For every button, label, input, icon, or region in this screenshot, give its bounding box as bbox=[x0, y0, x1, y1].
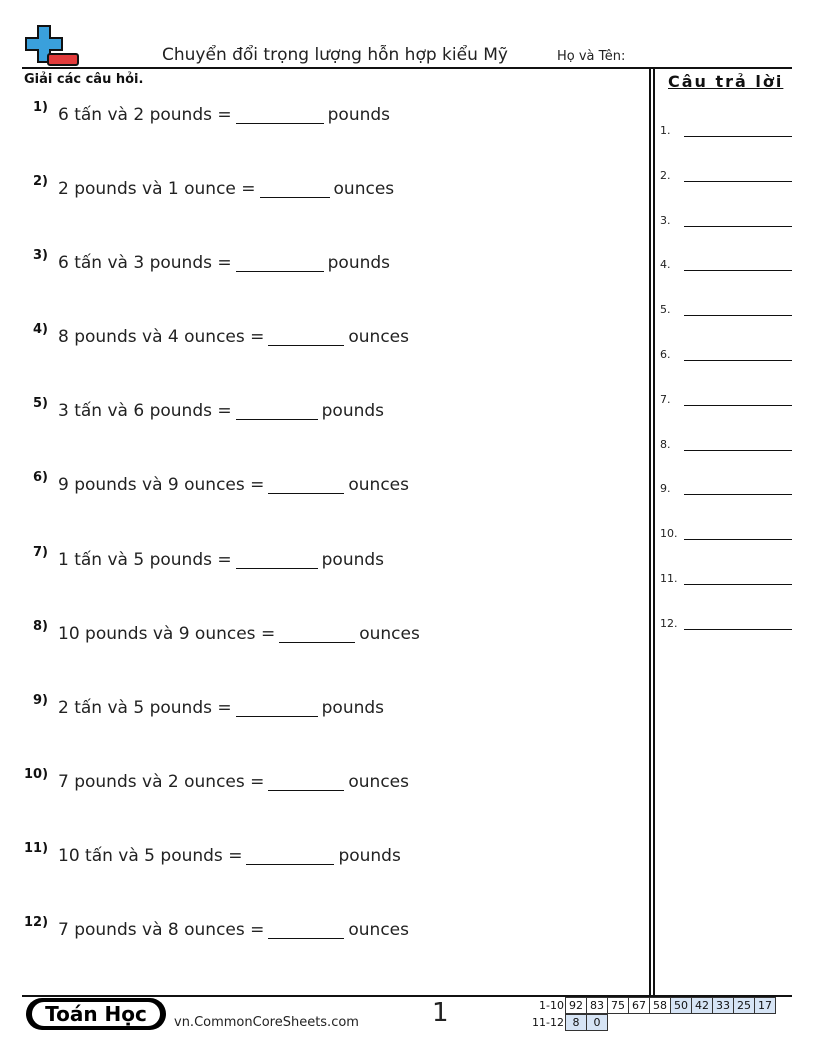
question-unit: pounds bbox=[338, 846, 401, 866]
answer-number: 9. bbox=[660, 482, 671, 496]
question-number: 10) bbox=[24, 767, 49, 782]
answer-row bbox=[660, 482, 792, 504]
question-number: 11) bbox=[24, 841, 49, 856]
answer-line[interactable] bbox=[684, 226, 792, 227]
answer-blank[interactable] bbox=[236, 551, 318, 569]
answer-row bbox=[660, 258, 792, 280]
score-cell: 75 bbox=[607, 997, 629, 1014]
answer-line[interactable] bbox=[684, 629, 792, 630]
question-unit: pounds bbox=[327, 105, 391, 125]
question-number: 8) bbox=[33, 619, 48, 634]
answer-row bbox=[660, 303, 792, 325]
score-cell: 50 bbox=[670, 997, 692, 1014]
answer-blank[interactable] bbox=[279, 625, 355, 643]
score-cell: 0 bbox=[586, 1014, 608, 1031]
question-text bbox=[58, 102, 390, 125]
score-row bbox=[528, 997, 776, 1013]
answer-blank[interactable] bbox=[268, 921, 344, 939]
question-text bbox=[58, 695, 384, 718]
name-label: Họ và Tên: bbox=[557, 49, 626, 64]
question-unit: pounds bbox=[327, 253, 391, 273]
question-unit: ounces bbox=[348, 772, 409, 792]
answer-line[interactable] bbox=[684, 494, 792, 495]
answer-line[interactable] bbox=[684, 405, 792, 406]
score-cell: 83 bbox=[586, 997, 608, 1014]
question-text bbox=[58, 843, 401, 866]
answer-blank[interactable] bbox=[236, 254, 324, 272]
question-prompt: 3 tấn và 6 pounds = bbox=[58, 401, 232, 421]
score-cell: 42 bbox=[691, 997, 713, 1014]
answer-number: 2. bbox=[660, 168, 671, 182]
question-prompt: 7 pounds và 8 ounces = bbox=[58, 920, 265, 940]
answer-blank[interactable] bbox=[236, 699, 318, 717]
score-cell: 25 bbox=[733, 997, 755, 1014]
question-unit: pounds bbox=[321, 698, 385, 718]
question-text bbox=[58, 917, 409, 940]
question-prompt: 6 tấn và 3 pounds = bbox=[58, 253, 232, 273]
answer-number: 3. bbox=[660, 213, 671, 227]
page-number: 1 bbox=[432, 998, 449, 1028]
question-text bbox=[58, 769, 409, 792]
answer-blank[interactable] bbox=[268, 476, 344, 494]
answer-blank[interactable] bbox=[268, 328, 344, 346]
answer-row bbox=[660, 438, 792, 460]
site-url: vn.CommonCoreSheets.com bbox=[174, 1015, 359, 1030]
answer-row bbox=[660, 169, 792, 191]
question-text bbox=[58, 250, 390, 273]
question-prompt: 6 tấn và 2 pounds = bbox=[58, 105, 232, 125]
question-text bbox=[58, 324, 409, 347]
answer-line[interactable] bbox=[684, 136, 792, 137]
answer-key-heading: Câu trả lời bbox=[668, 72, 784, 91]
answer-line[interactable] bbox=[684, 360, 792, 361]
instructions: Giải các câu hỏi. bbox=[24, 72, 144, 87]
question-unit: ounces bbox=[333, 179, 395, 199]
answer-blank[interactable] bbox=[260, 180, 330, 198]
question-text bbox=[58, 547, 384, 570]
question-text bbox=[58, 176, 394, 199]
answer-number: 11. bbox=[660, 572, 678, 585]
answer-number: 10. bbox=[660, 527, 678, 541]
answer-row bbox=[660, 348, 792, 370]
question-text bbox=[58, 621, 420, 644]
answer-number: 1. bbox=[660, 124, 671, 137]
plus-minus-logo-icon bbox=[24, 24, 80, 68]
score-cell: 58 bbox=[649, 997, 671, 1014]
answer-blank[interactable] bbox=[268, 773, 344, 791]
question-number: 5) bbox=[33, 396, 48, 411]
score-cell: 92 bbox=[565, 997, 587, 1014]
brand-badge bbox=[26, 998, 166, 1030]
answer-line[interactable] bbox=[684, 270, 792, 271]
answer-line[interactable] bbox=[684, 584, 792, 585]
question-prompt: 9 pounds và 9 ounces = bbox=[58, 475, 265, 495]
answer-blank[interactable] bbox=[236, 106, 324, 124]
score-cell: 33 bbox=[712, 997, 734, 1014]
score-row bbox=[528, 1014, 608, 1030]
answer-line[interactable] bbox=[684, 450, 792, 451]
question-unit: pounds bbox=[321, 550, 385, 570]
question-number: 2) bbox=[33, 174, 48, 189]
question-number: 7) bbox=[33, 545, 48, 560]
question-number: 9) bbox=[33, 693, 48, 708]
answer-line[interactable] bbox=[684, 315, 792, 316]
question-prompt: 8 pounds và 4 ounces = bbox=[58, 327, 265, 347]
question-prompt: 1 tấn và 5 pounds = bbox=[58, 550, 232, 570]
answer-row bbox=[660, 617, 792, 639]
answer-row bbox=[660, 124, 792, 146]
question-text bbox=[58, 472, 409, 495]
answer-number: 7. bbox=[660, 392, 671, 406]
question-prompt: 10 pounds và 9 ounces = bbox=[58, 624, 276, 644]
question-unit: ounces bbox=[348, 920, 409, 940]
score-range: 1-10 bbox=[539, 998, 564, 1012]
header-divider bbox=[22, 67, 792, 69]
answer-number: 8. bbox=[660, 437, 671, 451]
answer-blank[interactable] bbox=[236, 402, 318, 420]
question-number: 3) bbox=[33, 248, 48, 263]
question-number: 6) bbox=[33, 470, 48, 485]
answer-blank[interactable] bbox=[246, 847, 334, 865]
question-unit: ounces bbox=[348, 475, 409, 495]
question-text bbox=[58, 398, 384, 421]
answer-line[interactable] bbox=[684, 181, 792, 182]
answer-number: 4. bbox=[660, 258, 671, 272]
worksheet-title: Chuyển đổi trọng lượng hỗn hợp kiểu Mỹ bbox=[162, 45, 508, 65]
answer-number: 6. bbox=[660, 348, 671, 361]
score-cell: 8 bbox=[565, 1014, 587, 1031]
answer-row bbox=[660, 572, 792, 594]
column-divider bbox=[649, 68, 651, 995]
answer-number: 12. bbox=[660, 616, 678, 630]
answer-row bbox=[660, 393, 792, 415]
question-number: 12) bbox=[24, 915, 49, 930]
brand-label: Toán Học bbox=[32, 1002, 160, 1026]
answer-line[interactable] bbox=[684, 539, 792, 540]
question-prompt: 10 tấn và 5 pounds = bbox=[58, 846, 243, 866]
answer-row bbox=[660, 527, 792, 549]
question-unit: pounds bbox=[321, 401, 385, 421]
column-divider bbox=[653, 68, 655, 995]
question-prompt: 2 tấn và 5 pounds = bbox=[58, 698, 232, 718]
score-cell: 17 bbox=[754, 997, 776, 1014]
question-number: 1) bbox=[33, 100, 48, 115]
answer-number: 5. bbox=[660, 303, 671, 317]
question-unit: ounces bbox=[359, 624, 420, 644]
question-number: 4) bbox=[33, 322, 48, 337]
answer-row bbox=[660, 214, 792, 236]
score-cell: 67 bbox=[628, 997, 650, 1014]
question-prompt: 2 pounds và 1 ounce = bbox=[58, 179, 256, 199]
question-prompt: 7 pounds và 2 ounces = bbox=[58, 772, 265, 792]
score-range: 11-12 bbox=[532, 1015, 564, 1029]
question-unit: ounces bbox=[348, 327, 409, 347]
